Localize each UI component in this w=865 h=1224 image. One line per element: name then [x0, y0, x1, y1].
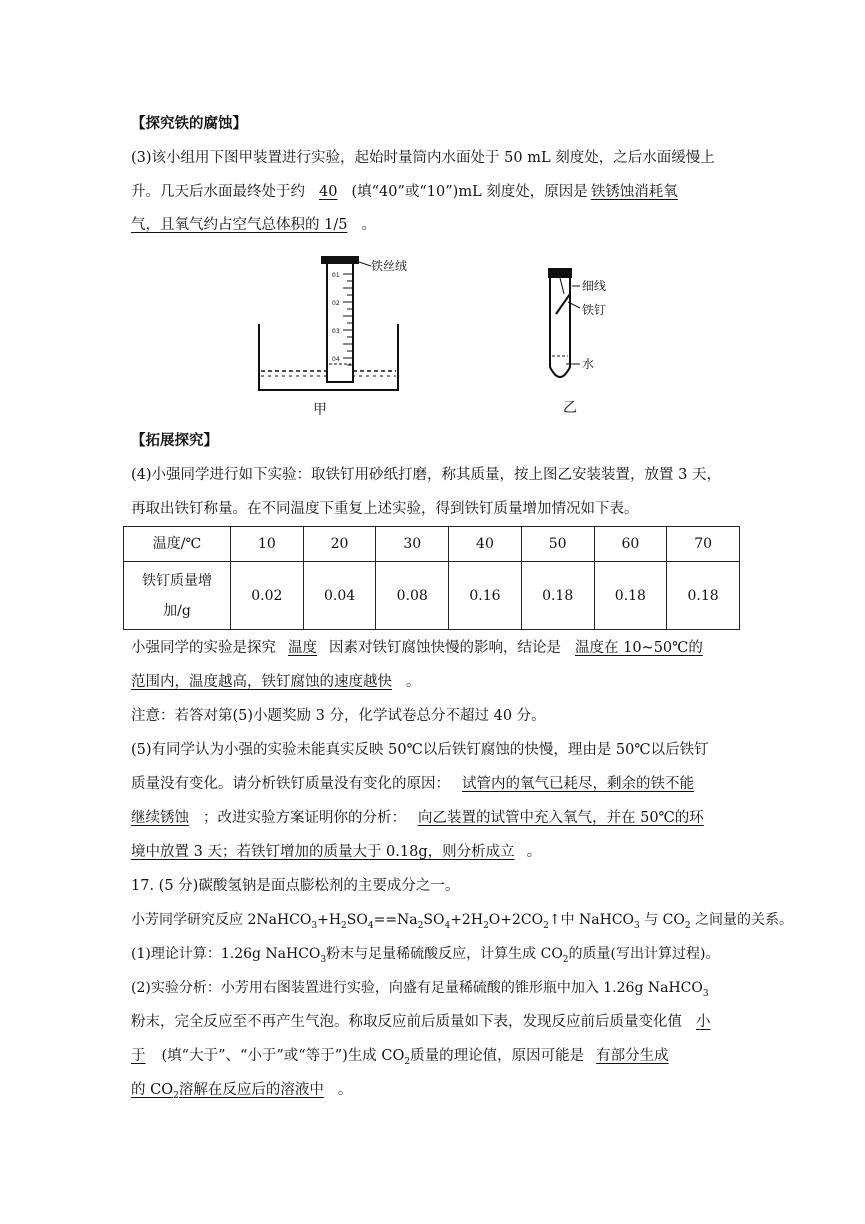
table-cell: 50: [521, 527, 594, 562]
q17-title: 17. (5 分)碳酸氢钠是面点膨松剂的主要成分之一。: [131, 878, 460, 894]
q4-answer-factor: 温度: [288, 640, 317, 656]
q3-line2: [131, 182, 681, 202]
table-cell: 10: [231, 527, 304, 562]
q3-text-b: (填“40”或“10”)mL 刻度处，原因是: [351, 184, 588, 200]
q5-line4: [131, 842, 541, 862]
caption-jia: 甲: [313, 402, 327, 418]
q17-intro-text: ↑中 NaHCO: [548, 912, 635, 928]
q17-intro-text: 之间量的关系。: [690, 912, 794, 928]
q17-intro-text: O+2CO: [488, 912, 544, 928]
q4-end: 。: [406, 674, 421, 690]
subscript: 2: [173, 1090, 179, 1101]
q3-line1: (3)该小组用下图甲装置进行实验，起始时量筒内水面处于 50 mL 刻度处，之后水面缓慢上: [131, 150, 715, 166]
table-header-mass: [124, 562, 231, 630]
table-cell: 0.16: [449, 562, 522, 630]
q17-part2-line3: [131, 1046, 669, 1066]
q17-answer1b: 于: [131, 1048, 146, 1064]
table-cell: 0.18: [667, 562, 740, 630]
subscript: 2: [404, 1056, 411, 1067]
subscript: 4: [367, 920, 374, 931]
subscript: 3: [311, 920, 318, 931]
caption-yi: 乙: [563, 400, 577, 416]
table-cell: 0.04: [303, 562, 376, 630]
subscript: 3: [634, 920, 640, 931]
table-header-mass-a: 铁钉质量增: [142, 572, 212, 589]
q4-conclusion-line2: [131, 672, 421, 692]
q5-answer2a: 向乙装置的试管中充入氧气，并在 50℃的环: [418, 810, 704, 826]
q4-conclusion-text-b: 因素对铁钉腐蚀快慢的影响，结论是: [329, 640, 561, 656]
q17-answer2b-text: 溶解在反应后的溶液中: [178, 1082, 324, 1098]
q3-answer2b: 气，且氧气约占空气总体积的 1/5: [131, 217, 348, 233]
q17-part2-text: 粉末，完全反应至不再产生气泡。称取反应前后质量如下表，发现反应前后质量变化值: [131, 1014, 682, 1030]
subscript: 2: [417, 920, 424, 931]
q17-part2-text: (2)实验分析：小芳用右图装置进行实验，向盛有足量稀硫酸的锥形瓶中加入 1.26g NaHCO: [131, 980, 703, 996]
table-cell: 0.02: [231, 562, 304, 630]
table-row: [124, 527, 740, 562]
svg-text:03: 03: [332, 328, 340, 335]
q17-intro-text: +H: [317, 912, 342, 928]
q5-text-b: ；改进实验方案证明你的分析：: [203, 810, 406, 826]
q4-conclusion-line1: [131, 638, 703, 658]
q5-line1: (5)有同学认为小强的实验未能真实反映 50℃以后铁钉腐蚀的快慢，理由是 50℃以后铁钉: [131, 742, 709, 758]
q4-line2: 再取出铁钉称量。在不同温度下重复上述实验，得到铁钉质量增加情况如下表。: [131, 501, 639, 517]
q3-text: 升。几天后水面最终处于约: [131, 184, 305, 200]
q5-line2: [131, 774, 694, 794]
q4-answer-conclusion-a: 温度在 10~50℃的: [575, 640, 703, 656]
figure-yi-drawing: [540, 252, 640, 397]
section-heading-corrosion: 【探究铁的腐蚀】: [131, 115, 247, 132]
q17-part2-line2: [131, 1012, 711, 1032]
table-cell: 40: [449, 527, 522, 562]
table-header-temp: 温度/℃: [124, 527, 231, 562]
q17-part2-text: 质量的理论值，原因可能是: [410, 1048, 585, 1064]
figure-yi: [540, 252, 640, 416]
q17-intro-text: SO: [423, 912, 445, 928]
label-thread: 细线: [582, 279, 607, 293]
table-header-mass-b: 加/g: [163, 602, 191, 619]
q5-text: 质量没有变化。请分析铁钉质量没有变化的原因：: [131, 776, 450, 792]
label-iron-wool: 铁丝绒: [371, 259, 408, 273]
table-cell: 0.08: [376, 562, 449, 630]
q17-answer1a: 小: [696, 1014, 711, 1030]
svg-text:01: 01: [332, 272, 340, 279]
q17-part1: [131, 944, 719, 964]
q17-end: 。: [337, 1082, 353, 1098]
q17-part2-line4: [131, 1080, 352, 1100]
q5-answer1b: 继续锈蚀: [131, 810, 189, 826]
q17-intro-text: ==Na: [373, 912, 418, 928]
subscript: 4: [444, 920, 451, 931]
subscript: 3: [320, 954, 327, 965]
table-row: [124, 562, 740, 630]
table-cell: 20: [303, 527, 376, 562]
q4-line1: (4)小强同学进行如下实验：取铁钉用砂纸打磨，称其质量，按上图乙安装装置，放置 3 天，: [131, 467, 721, 483]
label-nail: 铁钉: [582, 303, 607, 317]
q4-conclusion-text: 小强同学的实验是探究: [131, 640, 276, 656]
svg-text:04: 04: [332, 356, 340, 363]
q17-intro-text: 与 CO: [639, 912, 685, 928]
q5-end: 。: [526, 844, 542, 860]
q17-intro: [131, 910, 793, 930]
q4-answer-conclusion-b: 范围内，温度越高，铁钉腐蚀的速度越快: [131, 674, 392, 690]
subscript: 2: [543, 920, 549, 931]
subscript: 3: [702, 988, 709, 999]
table-cell: 0.18: [594, 562, 667, 630]
q5-answer1a: 试管内的氧气已耗尽，剩余的铁不能: [462, 776, 694, 792]
subscript: 2: [562, 954, 569, 965]
q17-answer2b: [131, 1082, 338, 1101]
q17-intro-text: +2H: [450, 912, 484, 928]
subscript: 2: [684, 920, 691, 931]
q3-answer2a: 铁锈蚀消耗氧: [590, 184, 678, 200]
table-cell: 60: [594, 527, 667, 562]
subscript: 2: [483, 920, 489, 931]
q3-answer1: 40: [319, 184, 338, 200]
q17-part1-text: 的质量(写出计算过程)。: [568, 946, 720, 962]
svg-text:02: 02: [332, 300, 340, 307]
data-table: [123, 526, 740, 630]
label-water: 水: [582, 357, 595, 371]
q17-part2-text: (填“大于”、“小于”或“等于”)生成 CO: [161, 1048, 405, 1064]
q3-line3: [131, 215, 376, 235]
q17-part2-line1: [131, 978, 709, 998]
section-heading-extend: 【拓展探究】: [131, 432, 218, 449]
table-cell: 30: [376, 527, 449, 562]
figure-jia-drawing: [255, 252, 435, 397]
subscript: 2: [341, 920, 347, 931]
q17-intro-text: 小芳同学研究反应 2NaHCO: [131, 912, 312, 928]
q17-intro-text: SO: [346, 912, 368, 928]
q17-part1-text: (1)理论计算：1.26g NaHCO: [131, 946, 321, 962]
q17-answer2b-text: 的 CO: [131, 1082, 174, 1098]
q3-end: 。: [361, 217, 376, 233]
table-cell: 0.18: [521, 562, 594, 630]
q5-answer2b: 境中放置 3 天；若铁钉增加的质量大于 0.18g，则分析成立: [131, 844, 515, 860]
table-cell: 70: [667, 527, 740, 562]
note: 注意：若答对第(5)小题奖励 3 分，化学试卷总分不超过 40 分。: [131, 708, 546, 724]
q17-answer2a: 有部分生成: [596, 1048, 669, 1064]
figure-jia: [255, 252, 435, 418]
q17-part1-text: 粉末与足量稀硫酸反应，计算生成 CO: [326, 946, 563, 962]
q5-line3: [131, 808, 704, 828]
